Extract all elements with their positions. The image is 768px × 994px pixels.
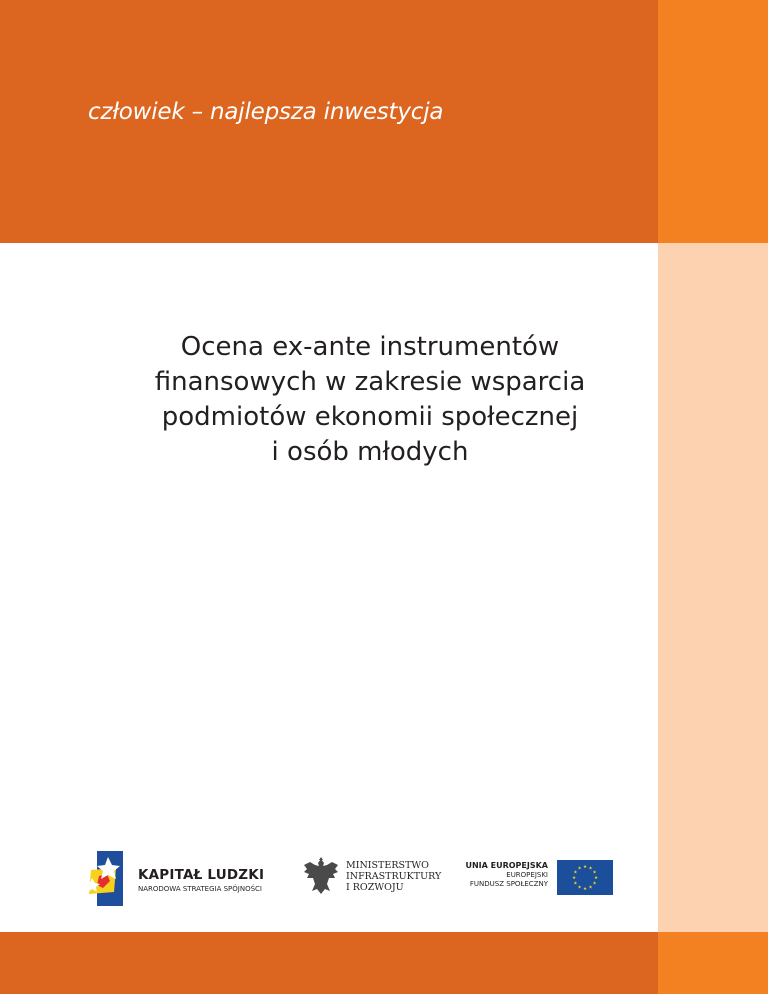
ministry-logo: [302, 856, 452, 898]
eu-logo: [462, 857, 614, 897]
eu-star-icon: ★: [588, 885, 593, 891]
side-strip: [658, 243, 768, 932]
eu-text: [465, 860, 548, 889]
eu-line: EUROPEJSKI: [506, 871, 548, 879]
eu-star-icon: ★: [592, 881, 597, 887]
ministry-line: MINISTERSTWO: [346, 860, 429, 871]
ministry-name: [346, 860, 441, 893]
eu-star-icon: ★: [577, 866, 582, 872]
side-strip-top: [658, 0, 768, 243]
title-line: finansowych w zakresie wsparcia: [154, 367, 586, 397]
eu-star-icon: ★: [592, 870, 597, 876]
kapital-ludzki-emblem-icon: [86, 848, 132, 908]
eagle-emblem-icon: [302, 856, 340, 896]
eu-title: UNIA EUROPEJSKA: [465, 861, 548, 870]
title-line: i osób młodych: [271, 437, 469, 467]
title-line: Ocena ex-ante instrumentów: [180, 332, 560, 362]
eu-star-icon: ★: [573, 881, 578, 887]
eu-star-icon: ★: [588, 866, 593, 872]
eu-star-icon: ★: [582, 887, 588, 893]
eu-star-icon: ★: [593, 876, 599, 882]
kapital-ludzki-name: KAPITAŁ LUDZKI: [138, 867, 265, 883]
eu-star-icon: ★: [571, 876, 577, 882]
footer-strip: [658, 932, 768, 994]
kapital-ludzki-logo: [86, 848, 276, 908]
eu-star-icon: ★: [582, 865, 588, 871]
title-line: podmiotów ekonomii społecznej: [161, 402, 579, 432]
ministry-line: I ROZWOJU: [346, 882, 404, 893]
eu-flag-icon: [557, 860, 613, 895]
document-title: [110, 330, 630, 470]
eu-star-icon: ★: [577, 885, 582, 891]
ministry-line: INFRASTRUKTURY: [346, 871, 442, 882]
eu-line: FUNDUSZ SPOŁECZNY: [469, 880, 548, 888]
eu-star-icon: ★: [573, 870, 578, 876]
header-tagline: człowiek – najlepsza inwestycja: [88, 99, 444, 125]
footer-band: [0, 932, 658, 994]
kapital-ludzki-subtitle: NARODOWA STRATEGIA SPÓJNOŚCI: [138, 885, 262, 893]
